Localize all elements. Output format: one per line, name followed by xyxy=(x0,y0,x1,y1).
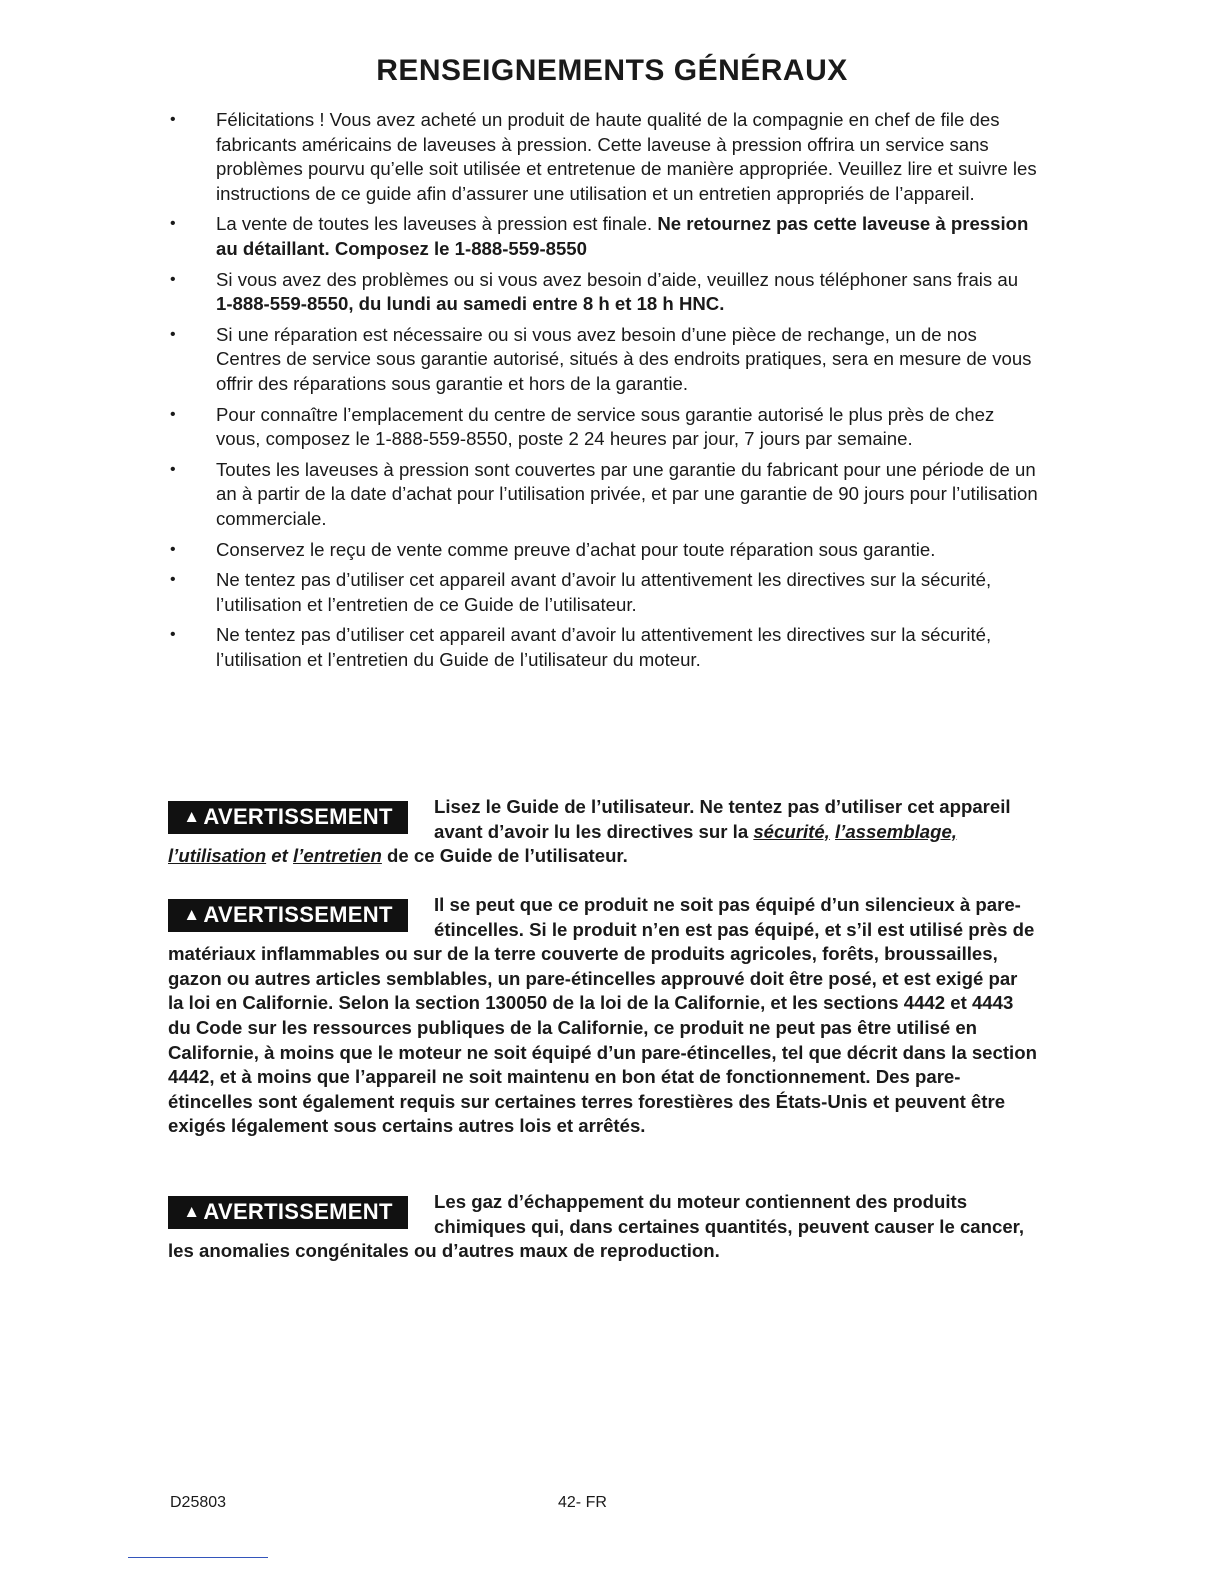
bullet-icon: • xyxy=(170,215,176,233)
list-item-text: Conservez le reçu de vente comme preuve d’achat pour toute réparation sous garantie. xyxy=(216,538,936,560)
list-item-text: Si vous avez des problèmes ou si vous avez besoin d’aide, veuillez nous téléphoner sans frais au xyxy=(216,268,1019,290)
bullet-icon: • xyxy=(170,540,176,558)
list-item xyxy=(168,538,1038,563)
warning-underlined-term: l’utilisation xyxy=(168,845,267,867)
warning-exhaust xyxy=(168,1190,1038,1264)
warning-separator: et xyxy=(266,845,294,867)
list-item xyxy=(168,623,1038,672)
warning-badge-label: AVERTISSEMENT xyxy=(203,1199,393,1225)
bullet-icon: • xyxy=(170,460,176,478)
warning-text: Lisez le Guide de l’utilisateur. Ne tentez pas d’utiliser cet appareil avant d’avoir lu les directives sur la xyxy=(434,796,1011,842)
bullet-icon: • xyxy=(170,405,176,423)
warning-read-guide xyxy=(168,795,1038,869)
warning-spark-arrester xyxy=(168,893,1038,1139)
list-item xyxy=(168,403,1038,452)
bullet-icon: • xyxy=(170,270,176,288)
list-item-text: Félicitations ! Vous avez acheté un produit de haute qualité de la compagnie en chef de file des fabricants américains de laveuses à pression. Cette laveuse à pression offrira un service sans problèmes pourvu qu’elle soit utilisée et entretenue de manière appropriée. Veuillez lire et suivre les instructions de ce guide afin d’assurer une utilisation et un entretien appropriés de l’appareil. xyxy=(216,109,1037,204)
warning-underlined-term: sécurité, xyxy=(753,820,830,842)
warning-badge-label: AVERTISSEMENT xyxy=(203,902,393,928)
bullet-icon: • xyxy=(170,571,176,589)
warning-badge xyxy=(168,1196,408,1229)
scan-artifact-line xyxy=(128,1557,268,1558)
list-item-text: Pour connaître l’emplacement du centre de service sous garantie autorisé le plus près de chez vous, composez le 1-888-559-8550, poste 2 24 heures par jour, 7 jours par semaine. xyxy=(216,403,995,450)
warning-triangle-icon: ▲ xyxy=(183,905,201,925)
warning-triangle-icon: ▲ xyxy=(183,1202,201,1222)
warning-badge xyxy=(168,801,408,834)
warning-triangle-icon: ▲ xyxy=(183,807,201,827)
warning-underlined-term: l’assemblage, xyxy=(835,820,957,842)
warning-text: Les gaz d’échappement du moteur contiennent des produits chimiques qui, dans certaines quantités, peuvent causer le cancer, les anomalies congénitales ou d’autres maux de reproduction. xyxy=(168,1191,1025,1262)
document-code: D25803 xyxy=(170,1494,227,1511)
warning-underlined-term: l’entretien xyxy=(293,845,382,867)
list-item-text: Toutes les laveuses à pression sont couvertes par une garantie du fabricant pour une période de un an à partir de la date d’achat pour l’utilisation privée, et par une garantie de 90 jours pour l’utilisation commerciale. xyxy=(216,458,1038,529)
general-info-list xyxy=(168,108,1038,678)
list-item-text: Ne tentez pas d’utiliser cet appareil avant d’avoir lu attentivement les directives sur la sécurité, l’utilisation et l’entretien de ce Guide de l’utilisateur. xyxy=(216,569,992,615)
list-item xyxy=(168,568,1038,617)
list-item-emphasis: Ne retournez pas cette laveuse à pression au détaillant. Composez le 1-888-559-8550 xyxy=(216,213,1029,259)
warning-badge-label: AVERTISSEMENT xyxy=(203,804,393,830)
bullet-icon: • xyxy=(170,626,176,644)
list-item-emphasis: 1-888-559-8550, du lundi au samedi entre 8 h et 18 h HNC. xyxy=(216,293,725,315)
page-title: RENSEIGNEMENTS GÉNÉRAUX xyxy=(376,54,848,87)
bullet-icon: • xyxy=(170,325,176,343)
warning-badge xyxy=(168,899,408,932)
list-item xyxy=(168,108,1038,206)
list-item xyxy=(168,323,1038,397)
page-number: 42- FR xyxy=(558,1494,607,1511)
list-item xyxy=(168,458,1038,532)
list-item-text: La vente de toutes les laveuses à pression est finale. xyxy=(216,213,658,235)
bullet-icon: • xyxy=(170,111,176,128)
list-item-text: Si une réparation est nécessaire ou si vous avez besoin d’une pièce de rechange, un de nos Centres de service sous garantie autorisé, situés à des endroits pratiques, sera en mesure de vous offrir des réparations sous garantie et hors de la garantie. xyxy=(216,323,1032,394)
list-item xyxy=(168,212,1038,261)
list-item xyxy=(168,268,1038,317)
list-item-text: Ne tentez pas d’utiliser cet appareil avant d’avoir lu attentivement les directives sur la sécurité, l’utilisation et l’entretien du Guide de l’utilisateur du moteur. xyxy=(216,624,992,670)
warning-text: Il se peut que ce produit ne soit pas équipé d’un silencieux à pare-étincelles. Si le produit n’en est pas équipé, et s’il est utilisé près de matériaux inflammables ou sur de la terre couverte de produits agricoles, forêts, broussailles, gazon ou autres articles semblables, un pare-étincelles approuvé doit être posé, et est exigé par la loi en Californie. Selon la section 130050 de la loi de la Californie, et les sections 4442 et 4443 du Code sur les ressources publiques de la Californie, ce produit ne peut pas être utilisé en Californie, à moins que le moteur ne soit équipé d’un pare-étincelles, tel que décrit dans la section 4442, et à moins que l’appareil ne soit maintenu en bon état de fonctionnement. Des pare-étincelles sont également requis sur certaines terres forestières des États-Unis et peuvent être exigés légalement sous certains autres lois et arrêtés. xyxy=(168,894,1037,1137)
warning-text: de ce Guide de l’utilisateur. xyxy=(381,845,628,867)
